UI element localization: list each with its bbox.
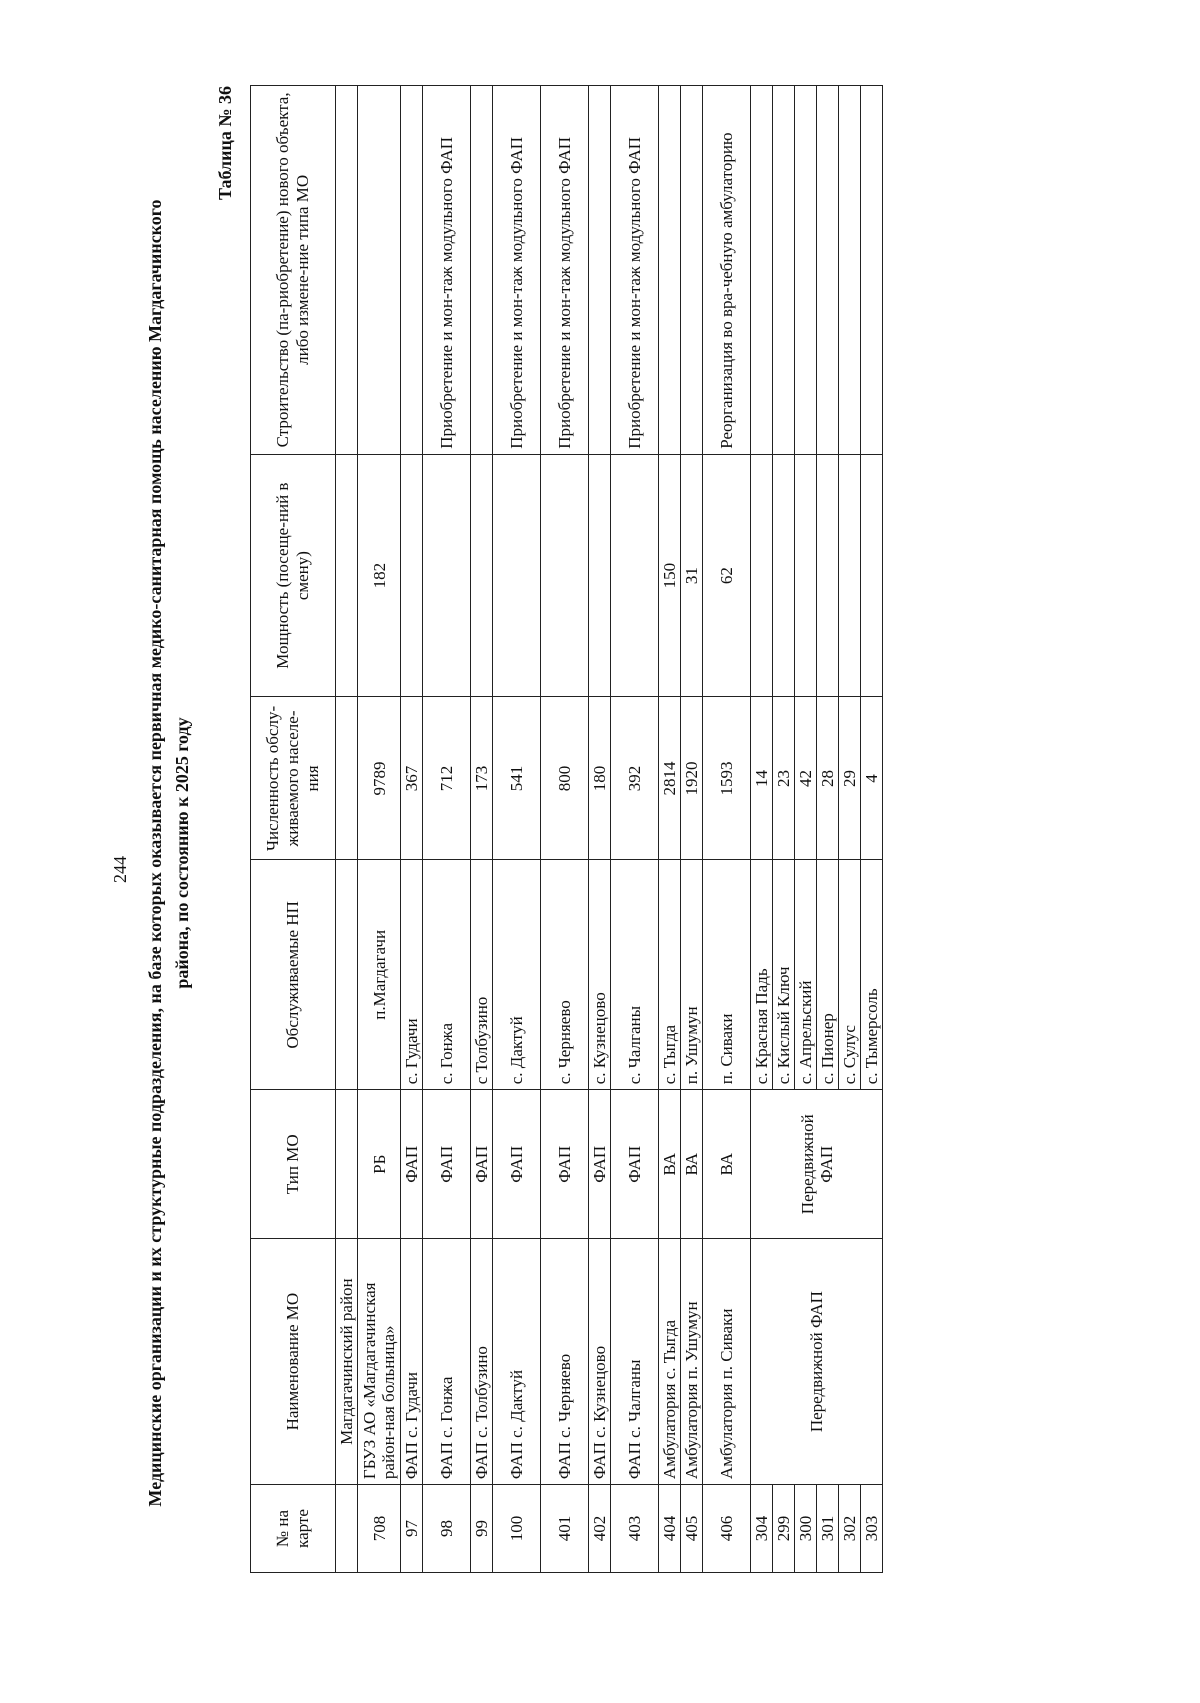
cell-capacity xyxy=(493,454,541,697)
header-name: Наименование МО xyxy=(251,1239,336,1485)
cell-settlement: с. Гонжа xyxy=(423,860,471,1090)
cell-construction xyxy=(659,86,681,455)
cell-type: ВА xyxy=(659,1090,681,1239)
table-row xyxy=(493,86,541,1573)
cell-type: ФАП xyxy=(611,1090,659,1239)
cell-construction: Приобретение и мон-таж модульного ФАП xyxy=(423,86,471,455)
cell-type: ФАП xyxy=(423,1090,471,1239)
header-settlements: Обслуживаемые НП xyxy=(251,860,336,1090)
table-row xyxy=(703,86,751,1573)
table-row xyxy=(589,86,611,1573)
cell-name: Амбулатория п. Ушумун xyxy=(681,1239,703,1485)
cell-population: 541 xyxy=(493,697,541,860)
table-number: Таблица № 36 xyxy=(215,86,235,201)
cell-name: ФАП с. Кузнецово xyxy=(589,1239,611,1485)
cell-population: 800 xyxy=(541,697,589,860)
mobile-fap-row xyxy=(751,86,773,1573)
cell-settlement: с. Тыгда xyxy=(659,860,681,1090)
table-row xyxy=(611,86,659,1573)
cell-type: ВА xyxy=(681,1090,703,1239)
cell-population: 14 xyxy=(751,697,773,860)
cell-num: 299 xyxy=(773,1485,795,1573)
cell-population: 28 xyxy=(817,697,839,860)
cell-name: ФАП с. Черняево xyxy=(541,1239,589,1485)
cell-construction: Приобретение и мон-таж модульного ФАП xyxy=(611,86,659,455)
cell-num: 301 xyxy=(817,1485,839,1573)
region-row xyxy=(336,86,358,1573)
table-row xyxy=(659,86,681,1573)
title-line-1: Медицинские организации и их структурные подразделения, на базе которых оказывается первичная медико-санитарная помощь населению Магдагачинского xyxy=(145,199,165,1507)
cell-num: 300 xyxy=(795,1485,817,1573)
cell-num: 404 xyxy=(659,1485,681,1573)
cell-name: ФАП с. Гонжа xyxy=(423,1239,471,1485)
cell-construction xyxy=(471,86,493,455)
cell-num: 98 xyxy=(423,1485,471,1573)
cell-name: ГБУЗ АО «Магдагачинская район-ная больница» xyxy=(358,1239,401,1485)
cell-capacity xyxy=(423,454,471,697)
cell-name: ФАП с. Толбузино xyxy=(471,1239,493,1485)
cell-capacity xyxy=(471,454,493,697)
cell-capacity xyxy=(589,454,611,697)
header-capacity: Мощность (посеще-ний в смену) xyxy=(251,454,336,697)
header-type: Тип МО xyxy=(251,1090,336,1239)
cell-capacity: 182 xyxy=(358,454,401,697)
cell-capacity xyxy=(611,454,659,697)
cell-num: 406 xyxy=(703,1485,751,1573)
cell-settlement: п. Ушумун xyxy=(681,860,703,1090)
cell-type: ФАП xyxy=(541,1090,589,1239)
cell-type: ФАП xyxy=(493,1090,541,1239)
cell-settlement: с. Кузнецово xyxy=(589,860,611,1090)
cell-name: ФАП с. Дактуй xyxy=(493,1239,541,1485)
cell-capacity xyxy=(541,454,589,697)
mobile-fap-type: Передвижной ФАП xyxy=(751,1090,883,1239)
cell-settlement: с. Сулус xyxy=(839,860,861,1090)
cell-num: 304 xyxy=(751,1485,773,1573)
cell-num: 403 xyxy=(611,1485,659,1573)
cell-population: 173 xyxy=(471,697,493,860)
cell-num: 405 xyxy=(681,1485,703,1573)
cell-construction xyxy=(401,86,423,455)
region-name: Магдагачинский район xyxy=(336,1239,358,1485)
page-number: 244 xyxy=(110,856,130,883)
cell-num: 402 xyxy=(589,1485,611,1573)
cell-type: ФАП xyxy=(471,1090,493,1239)
cell-num: 100 xyxy=(493,1485,541,1573)
table-row xyxy=(681,86,703,1573)
cell-type: ФАП xyxy=(589,1090,611,1239)
header-num: № на карте xyxy=(251,1485,336,1573)
table-row xyxy=(401,86,423,1573)
cell-name: ФАП с. Чалганы xyxy=(611,1239,659,1485)
table-row xyxy=(358,86,401,1573)
header-construction: Строительство (па-риобретение) нового объекта, либо измене-ние типа МО xyxy=(251,86,336,455)
cell-num: 401 xyxy=(541,1485,589,1573)
cell-name: ФАП с. Гудачи xyxy=(401,1239,423,1485)
cell-capacity: 31 xyxy=(681,454,703,697)
cell-num: 99 xyxy=(471,1485,493,1573)
table-row xyxy=(423,86,471,1573)
title-line-2: района, по состоянию к 2025 году xyxy=(172,717,192,989)
cell-settlement: с. Апрельский xyxy=(795,860,817,1090)
cell-settlement: с. Пионер xyxy=(817,860,839,1090)
cell-num: 708 xyxy=(358,1485,401,1573)
cell-num: 303 xyxy=(861,1485,883,1573)
cell-population: 29 xyxy=(839,697,861,860)
cell-name: Амбулатория с. Тыгда xyxy=(659,1239,681,1485)
document-title xyxy=(142,153,196,1553)
cell-settlement: с. Гудачи xyxy=(401,860,423,1090)
cell-settlement: с. Черняево xyxy=(541,860,589,1090)
cell-population: 1920 xyxy=(681,697,703,860)
cell-settlement: с Толбузино xyxy=(471,860,493,1090)
cell-population: 367 xyxy=(401,697,423,860)
medical-organizations-table xyxy=(250,85,883,1573)
cell-settlement: с. Тымерсоль xyxy=(861,860,883,1090)
cell-settlement: с. Чалганы xyxy=(611,860,659,1090)
cell-settlement: с. Кислый Ключ xyxy=(773,860,795,1090)
cell-population: 23 xyxy=(773,697,795,860)
cell-population: 1593 xyxy=(703,697,751,860)
cell-population: 712 xyxy=(423,697,471,860)
cell-type: РБ xyxy=(358,1090,401,1239)
cell-construction xyxy=(681,86,703,455)
cell-population: 9789 xyxy=(358,697,401,860)
cell-name: Амбулатория п. Сиваки xyxy=(703,1239,751,1485)
cell-capacity: 62 xyxy=(703,454,751,697)
cell-type: ВА xyxy=(703,1090,751,1239)
cell-population: 42 xyxy=(795,697,817,860)
cell-population: 180 xyxy=(589,697,611,860)
cell-population: 4 xyxy=(861,697,883,860)
table-row xyxy=(471,86,493,1573)
cell-settlement: с. Красная Падь xyxy=(751,860,773,1090)
cell-construction xyxy=(358,86,401,455)
cell-settlement: с. Дактуй xyxy=(493,860,541,1090)
cell-type: ФАП xyxy=(401,1090,423,1239)
header-population: Численность обслу-живаемого населе-ния xyxy=(251,697,336,860)
cell-settlement: п.Магдагачи xyxy=(358,860,401,1090)
cell-num: 97 xyxy=(401,1485,423,1573)
cell-construction: Приобретение и мон-таж модульного ФАП xyxy=(493,86,541,455)
mobile-fap-name: Передвижной ФАП xyxy=(751,1239,883,1485)
table-row xyxy=(541,86,589,1573)
cell-construction xyxy=(589,86,611,455)
cell-population: 2814 xyxy=(659,697,681,860)
cell-num: 302 xyxy=(839,1485,861,1573)
cell-construction: Реорганизация во вра-чебную амбулаторию xyxy=(703,86,751,455)
cell-construction: Приобретение и мон-таж модульного ФАП xyxy=(541,86,589,455)
cell-capacity: 150 xyxy=(659,454,681,697)
header-row xyxy=(251,86,336,1573)
cell-settlement: п. Сиваки xyxy=(703,860,751,1090)
cell-capacity xyxy=(401,454,423,697)
cell-population: 392 xyxy=(611,697,659,860)
